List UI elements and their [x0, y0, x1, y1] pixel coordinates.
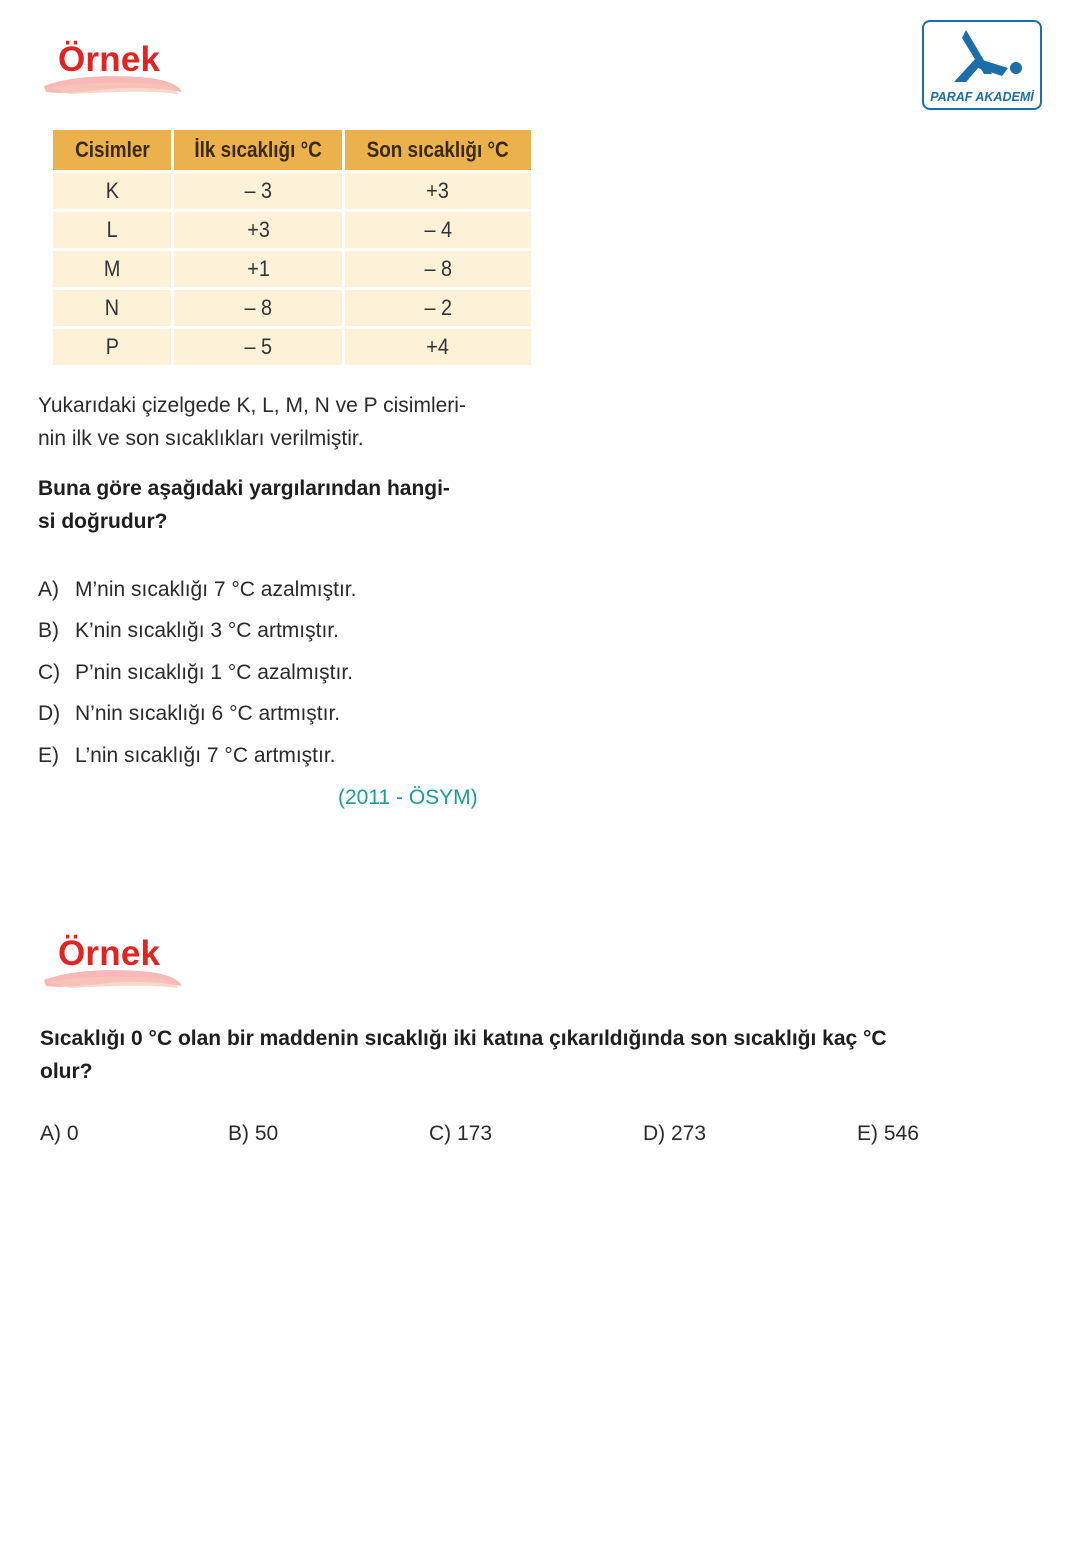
example2-option-e[interactable]: E) 546	[857, 1122, 919, 1145]
table-row	[53, 212, 531, 248]
option-text: L’nin sıcaklığı 7 °C artmıştır.	[75, 744, 336, 767]
table-cell: M	[53, 251, 171, 287]
option-text: K’nin sıcaklığı 3 °C artmıştır.	[75, 619, 339, 642]
option-letter: C)	[38, 661, 61, 684]
table-header-cell: Son sıcaklığı °C	[345, 130, 530, 170]
question-line: Sıcaklığı 0 °C olan bir maddenin sıcaklığı iki katına çıkarıldığında son sıcaklığı kaç °C	[40, 1027, 887, 1050]
table-cell: +3	[345, 173, 530, 209]
paraf-logo-icon	[936, 26, 1028, 86]
source-citation: (2011 - ÖSYM)	[338, 786, 478, 809]
table-cell: P	[53, 329, 171, 365]
table-header-cell: Cisimler	[53, 130, 171, 170]
example2-heading	[40, 934, 200, 1004]
table-cell: +1	[174, 251, 342, 287]
table-cell: +3	[174, 212, 342, 248]
option-d[interactable]	[38, 702, 340, 726]
option-c[interactable]	[38, 661, 353, 685]
table-header-row	[53, 130, 531, 170]
intro-line: nin ilk ve son sıcaklıkları verilmiştir.	[38, 427, 364, 450]
question-line: olur?	[40, 1060, 93, 1083]
option-text: N’nin sıcaklığı 6 °C artmıştır.	[75, 702, 341, 725]
table-cell: +4	[345, 329, 530, 365]
table-cell: L	[53, 212, 171, 248]
option-a[interactable]	[38, 578, 356, 602]
question-line: si doğrudur?	[38, 510, 168, 533]
option-text: M’nin sıcaklığı 7 °C azalmıştır.	[75, 578, 357, 601]
table-cell: – 8	[174, 290, 342, 326]
option-text: P’nin sıcaklığı 1 °C azalmıştır.	[75, 661, 353, 684]
logo-text: PARAF AKADEMİ	[930, 90, 1034, 104]
option-letter: B)	[38, 619, 59, 642]
question-text	[38, 472, 450, 538]
table-cell: – 3	[174, 173, 342, 209]
table-row	[53, 251, 531, 287]
table-row	[53, 173, 531, 209]
table-row	[53, 329, 531, 365]
table-cell: K	[53, 173, 171, 209]
option-letter: D)	[38, 702, 61, 725]
intro-paragraph	[38, 389, 466, 455]
paraf-akademi-logo	[922, 20, 1042, 110]
table-cell: – 2	[345, 290, 530, 326]
example2-option-a[interactable]: A) 0	[40, 1122, 79, 1145]
table-cell: – 4	[345, 212, 530, 248]
option-b[interactable]	[38, 619, 339, 643]
table-header-cell: İlk sıcaklığı °C	[174, 130, 342, 170]
example2-option-b[interactable]: B) 50	[228, 1122, 279, 1145]
option-letter: A)	[38, 578, 59, 601]
option-e[interactable]	[38, 744, 336, 768]
temperature-table	[50, 127, 534, 368]
example2-heading-text: Örnek	[58, 934, 161, 973]
option-letter: E)	[38, 744, 59, 767]
example1-heading	[40, 40, 200, 110]
example2-option-d[interactable]: D) 273	[643, 1122, 707, 1145]
intro-line: Yukarıdaki çizelgede K, L, M, N ve P cisimleri-	[38, 394, 466, 417]
table-row	[53, 290, 531, 326]
table-cell: – 5	[174, 329, 342, 365]
example2-option-c[interactable]: C) 173	[429, 1122, 493, 1145]
table-cell: N	[53, 290, 171, 326]
example2-question	[40, 1022, 940, 1088]
example1-heading-text: Örnek	[58, 40, 161, 79]
table-cell: – 8	[345, 251, 530, 287]
question-line: Buna göre aşağıdaki yargılarından hangi-	[38, 477, 450, 500]
